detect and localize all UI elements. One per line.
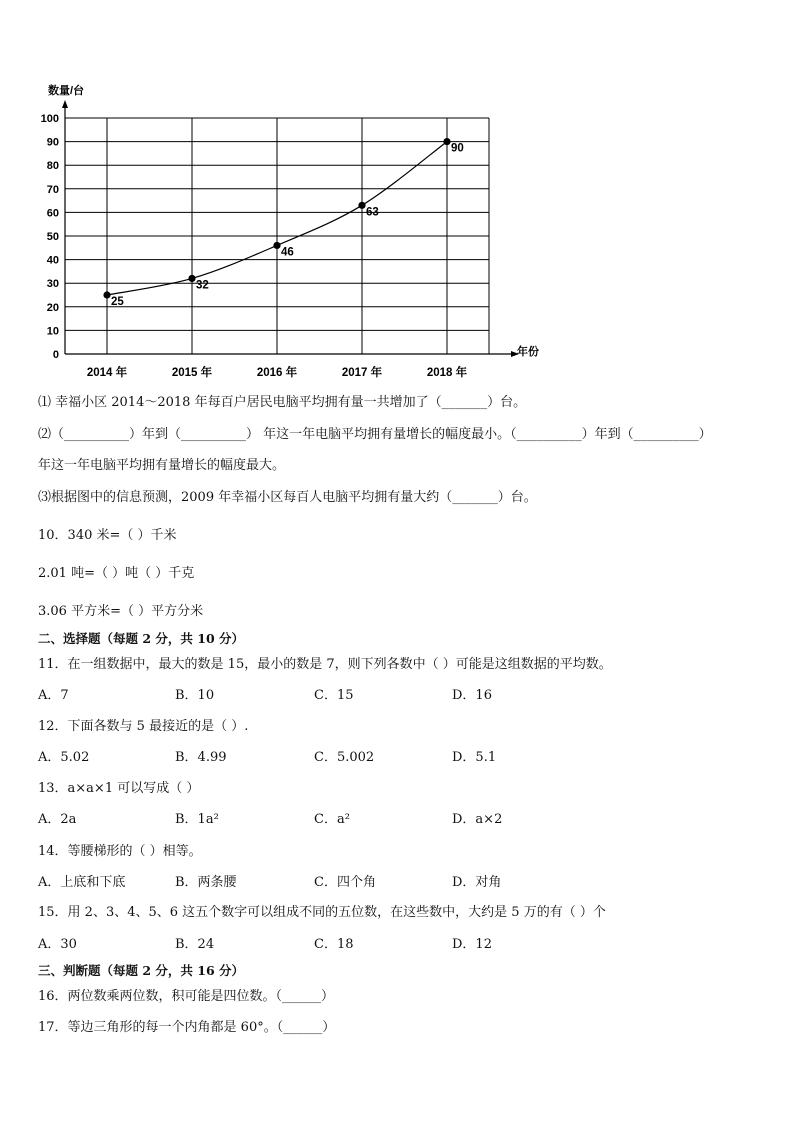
x-axis-label: 年份: [517, 346, 539, 358]
question-16: 16．两位数乘两位数，积可能是四位数。（______）: [38, 989, 335, 1004]
x-tick-label: 2014 年: [86, 367, 128, 379]
data-point: [103, 291, 110, 298]
x-tick-label: 2017 年: [341, 367, 383, 379]
question-9-2-line2: 年这一年电脑平均拥有量增长的幅度最大。: [38, 458, 286, 473]
question-13: 13．a×a×1 可以写成（ ）: [38, 781, 200, 796]
q11-option-c: C．15: [314, 688, 354, 703]
q12-option-d: D．5.1: [452, 750, 497, 765]
y-tick-label: 40: [46, 254, 59, 267]
y-tick-label: 100: [40, 113, 59, 125]
y-axis-label: 数量/台: [48, 85, 85, 97]
q12-option-a: A．5.02: [38, 750, 90, 765]
data-point: [443, 138, 450, 145]
q14-option-a: A．上底和下底: [38, 875, 126, 890]
question-9-3: ⑶根据图中的信息预测，2009 年幸福小区每百人电脑平均拥有量大约（_______）台。: [38, 490, 537, 505]
series-line: [103, 138, 463, 308]
q11-option-a: A．7: [38, 688, 69, 703]
data-point: [273, 242, 280, 249]
data-label: 32: [196, 279, 209, 292]
y-tick-label: 60: [46, 207, 59, 220]
q15-option-b: B．24: [175, 937, 215, 952]
section-choice-heading: 二、选择题（每题 2 分，共 10 分）: [38, 631, 245, 646]
y-tick-label: 80: [46, 160, 59, 173]
y-tick-label: 10: [46, 325, 59, 338]
question-12: 12．下面各数与 5 最接近的是（ ）.: [38, 719, 249, 734]
q11-option-b: B．10: [175, 688, 215, 703]
q14-option-b: B．两条腰: [175, 875, 237, 890]
q14-option-d: D．对角: [452, 875, 502, 890]
q15-option-a: A．30: [38, 937, 77, 952]
q11-option-d: D．16: [452, 688, 492, 703]
section-judge-heading: 三、判断题（每题 2 分，共 16 分）: [38, 963, 245, 978]
grid: [65, 118, 489, 354]
data-label: 25: [111, 296, 124, 308]
q13-option-b: B．1a²: [175, 812, 219, 827]
y-tick-label: 90: [46, 136, 59, 149]
data-label: 46: [281, 246, 294, 259]
question-15: 15．用 2、3、4、5、6 这五个数字可以组成不同的五位数，在这些数中，大约是 5 万的有（ ）个: [38, 905, 606, 920]
question-10-b: 2.01 吨=（ ）吨（ ）千克: [38, 566, 195, 581]
question-10-a: 10．340 米=（ ）千米: [38, 528, 177, 543]
y-axis-arrow: [62, 100, 68, 108]
q15-option-d: D．12: [452, 937, 492, 952]
q13-option-a: A．2a: [38, 812, 77, 827]
q15-option-c: C．18: [314, 937, 354, 952]
y-tick-label: 20: [46, 301, 59, 314]
x-tick-label: 2018 年: [426, 367, 468, 379]
q13-option-d: D．a×2: [452, 812, 503, 827]
question-9-2-line1: ⑵（__________）年到（__________） 年这一年电脑平均拥有量增长的幅度最小。（__________）年到（__________）: [38, 427, 712, 442]
y-tick-label: 70: [46, 183, 59, 196]
tick-labels: [41, 113, 468, 379]
x-tick-label: 2016 年: [256, 367, 298, 379]
data-point: [358, 202, 365, 209]
data-label: 63: [366, 206, 379, 219]
y-tick-label: 0: [52, 349, 59, 361]
x-tick-label: 2015 年: [171, 367, 213, 379]
question-9-1: ⑴ 幸福小区 2014～2018 年每百户居民电脑平均拥有量一共增加了（_______）台。: [38, 395, 527, 410]
data-point: [188, 275, 195, 282]
line-chart: [30, 78, 550, 388]
question-11: 11．在一组数据中，最大的数是 15，最小的数是 7，则下列各数中（ ）可能是这组数据的平均数。: [38, 657, 612, 672]
question-14: 14．等腰梯形的（ ）相等。: [38, 844, 202, 859]
question-17: 17．等边三角形的每一个内角都是 60°。（______）: [38, 1020, 336, 1035]
q12-option-b: B．4.99: [175, 750, 227, 765]
q14-option-c: C．四个角: [314, 875, 376, 890]
q12-option-c: C．5.002: [314, 750, 375, 765]
chart-svg: [30, 78, 550, 388]
y-tick-label: 50: [46, 231, 59, 243]
question-10-c: 3.06 平方米=（ ）平方分米: [38, 604, 204, 619]
q13-option-c: C．a²: [314, 812, 350, 827]
data-label: 90: [451, 142, 464, 155]
y-tick-label: 30: [46, 278, 59, 291]
axes: [62, 100, 519, 357]
